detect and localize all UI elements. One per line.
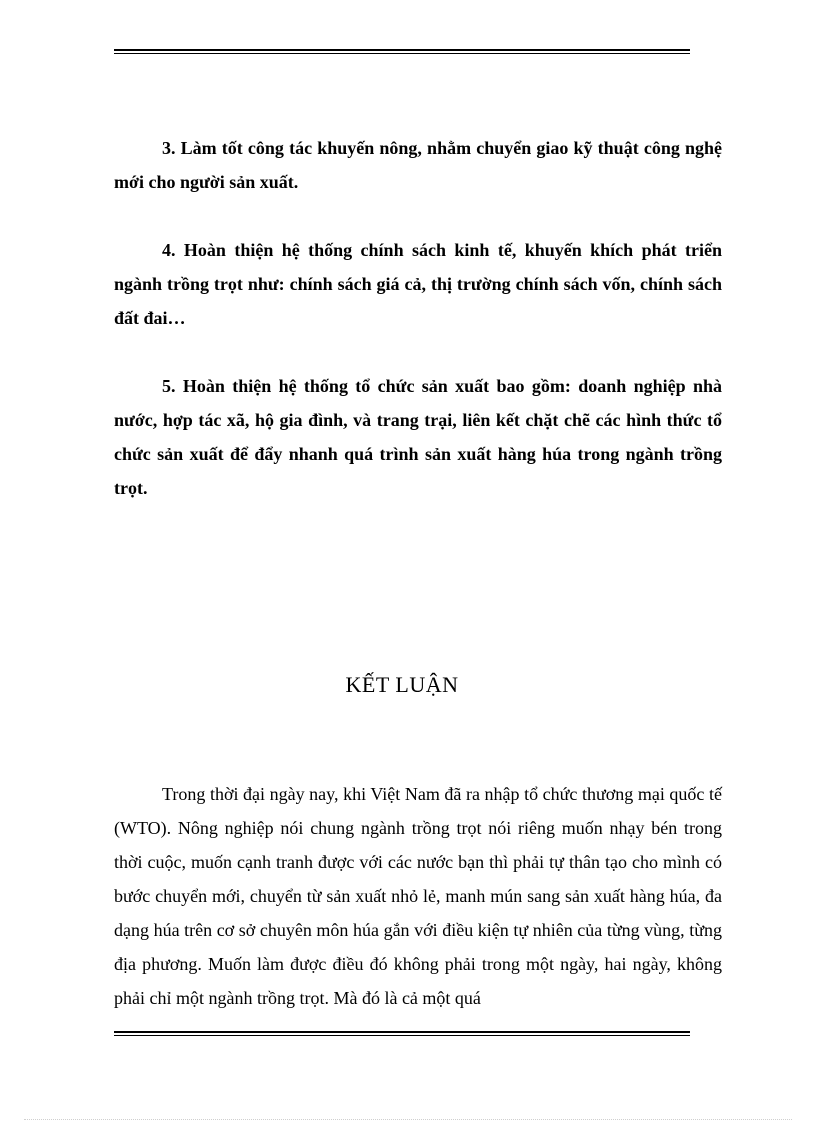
page-edge-line bbox=[24, 1119, 792, 1120]
conclusion-heading: KẾT LUẬN bbox=[345, 672, 459, 697]
item-3: 3. Làm tốt công tác khuyến nông, nhằm chuyển giao kỹ thuật công nghệ mới cho người sản xuất. bbox=[114, 138, 722, 192]
conclusion-paragraph: Trong thời đại ngày nay, khi Việt Nam đã ra nhập tổ chức thương mại quốc tế (WTO). Nông nghiệp nói chung ngành trồng trọt nói riêng muốn nhạy bén trong thời cuộc, muốn cạnh tranh được với các nước bạn thì phải tự thân tạo cho mình có bước chuyển mới, chuyển từ sản xuất nhỏ lẻ, manh mún sang sản xuất hàng húa, đa dạng húa trên cơ sở chuyên môn húa gắn với điều kiện tự nhiên của từng vùng, từng địa phương. Muốn làm được điều đó không phải trong một ngày, hai ngày, không phải chỉ một ngành trồng trọt. Mà đó là cả một quá bbox=[114, 784, 722, 1008]
item-5: 5. Hoàn thiện hệ thống tổ chức sản xuất bao gồm: doanh nghiệp nhà nước, hợp tác xã, hộ gia đình, và trang trại, liên kết chặt chẽ các hình thức tổ chức sản xuất để đẩy nhanh quá trình sản xuất hàng húa trong ngành trồng trọt. bbox=[114, 376, 722, 498]
item-4: 4. Hoàn thiện hệ thống chính sách kinh tế, khuyến khích phát triển ngành trồng trọt như: chính sách giá cả, thị trường chính sách vốn, chính sách đất đai… bbox=[114, 240, 722, 328]
header-rule bbox=[114, 49, 690, 54]
footer-rule bbox=[114, 1031, 690, 1036]
